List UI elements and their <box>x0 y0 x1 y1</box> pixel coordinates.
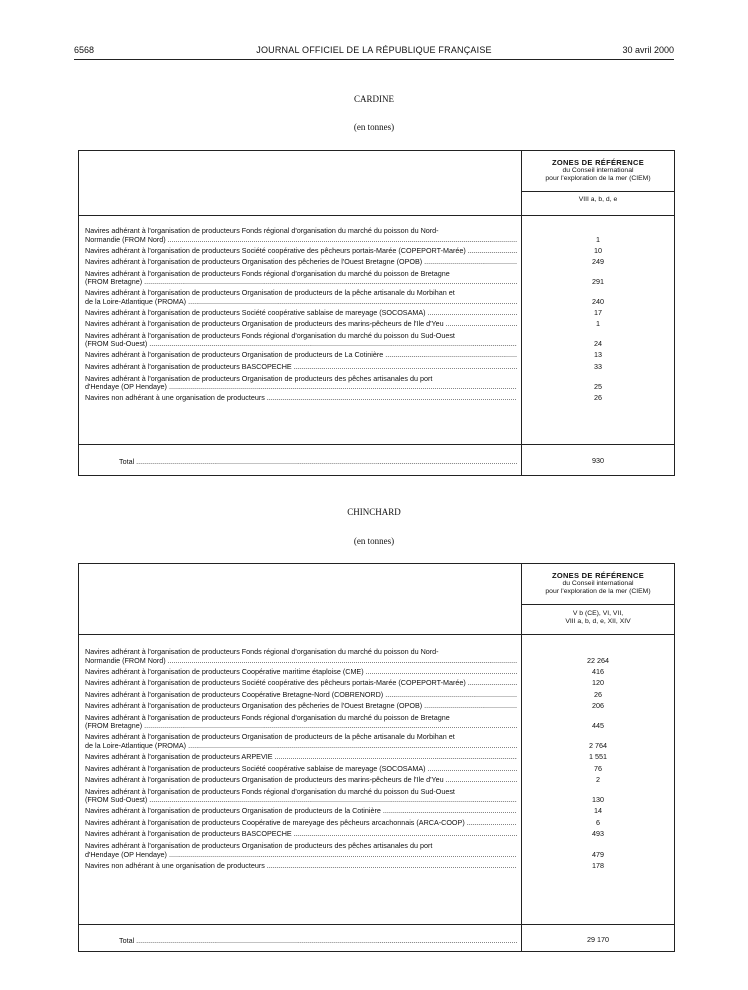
zone-header <box>522 159 674 183</box>
row-value: 479 <box>592 849 604 859</box>
table-row <box>85 270 517 287</box>
row-value: 493 <box>592 829 604 839</box>
table-row <box>85 691 517 700</box>
page-header <box>74 43 674 60</box>
row-value: 26 <box>594 393 602 403</box>
row-label: Navires adhérant à l'organisation de producteurs Organisation de producteurs de la Cotinière ..... <box>85 807 517 816</box>
zone-header-line1: ZONES DE RÉFÉRENCE <box>551 158 645 167</box>
row-value: 1 <box>596 319 600 329</box>
row-label <box>85 375 517 392</box>
total-label: Total ..... <box>119 457 517 466</box>
zone-header-line3: pour l'exploration de la mer (CIEM) <box>545 588 651 595</box>
row-label <box>85 332 517 349</box>
row-value: 13 <box>594 350 602 360</box>
total-value: 29 170 <box>587 935 609 944</box>
row-label: Navires adhérant à l'organisation de producteurs Organisation de producteurs des marins-pêcheurs de l'Ile d'Yeu ..... <box>85 776 517 785</box>
row-label: Navires adhérant à l'organisation de producteurs Organisation de producteurs des marins-pêcheurs de l'Ile d'Yeu ..... <box>85 320 517 329</box>
table-row <box>85 309 517 318</box>
row-label-line2: Normandie (FROM Nord) ..... <box>85 656 517 665</box>
row-value: 249 <box>592 257 604 267</box>
row-label-line2: d'Hendaye (OP Hendaye) ..... <box>85 850 517 859</box>
row-label-line1: Navires adhérant à l'organisation de producteurs Organisation de producteurs de la pêche artisanale du Morbihan et <box>85 733 455 742</box>
row-value: 120 <box>592 678 604 688</box>
table-row <box>85 842 517 859</box>
table-row <box>85 819 517 828</box>
row-value: 25 <box>594 382 602 392</box>
table-title: CARDINE <box>354 94 394 104</box>
row-value: 445 <box>592 721 604 731</box>
table-row <box>85 227 517 244</box>
table-row <box>85 733 517 750</box>
row-label: Navires adhérant à l'organisation de producteurs ARPEVIE ..... <box>85 753 517 762</box>
table-row <box>85 765 517 774</box>
page-number: 6568 <box>74 45 95 55</box>
row-value: 240 <box>592 296 604 306</box>
row-label: Navires adhérant à l'organisation de producteurs Organisation de producteurs de La Cotinière ..... <box>85 351 517 360</box>
row-label: Navires adhérant à l'organisation de producteurs BASCOPECHE ..... <box>85 830 517 839</box>
row-label <box>85 270 517 287</box>
row-label: Navires adhérant à l'organisation de producteurs BASCOPECHE ..... <box>85 363 517 372</box>
row-label <box>85 842 517 859</box>
zone-area-line: V b (CE), VI, VII, <box>572 610 624 617</box>
table-row <box>85 375 517 392</box>
row-label: Navires adhérant à l'organisation de producteurs Société coopérative sablaise de mareyage (SOCOSAMA) ..... <box>85 765 517 774</box>
row-divider <box>79 444 674 445</box>
row-label-line2: d'Hendaye (OP Hendaye) ..... <box>85 382 517 391</box>
row-label-line2: (FROM Sud-Ouest) ..... <box>85 339 517 348</box>
zone-header <box>522 572 674 596</box>
row-label <box>85 227 517 244</box>
table-unit: (en tonnes) <box>353 536 395 546</box>
zone-header-line2: du Conseil international <box>562 580 634 587</box>
row-label: Navires adhérant à l'organisation de producteurs Coopérative maritime étaploise (CME) ..... <box>85 668 517 677</box>
row-label-line2: (FROM Bretagne) ..... <box>85 277 517 286</box>
row-label <box>85 714 517 731</box>
row-label-line1: Navires adhérant à l'organisation de producteurs Fonds régional d'organisation du marché du poisson de Bretagne <box>85 269 450 278</box>
row-label: Navires adhérant à l'organisation de producteurs Société coopérative des pêcheurs portais-Marée (COPEPORT-Marée) ..... <box>85 247 517 256</box>
table-row <box>85 679 517 688</box>
row-value: 206 <box>592 701 604 711</box>
row-value: 10 <box>594 245 602 255</box>
table-row <box>85 830 517 839</box>
zone-header-line2: du Conseil international <box>562 167 634 174</box>
table-row <box>85 320 517 329</box>
row-label-line1: Navires adhérant à l'organisation de producteurs Organisation de producteurs de la pêche artisanale du Morbihan et <box>85 289 455 298</box>
row-label-line1: Navires adhérant à l'organisation de producteurs Fonds régional d'organisation du marché du poisson du Nord- <box>85 648 439 656</box>
row-value: 130 <box>592 795 604 805</box>
table-row <box>85 394 517 403</box>
quota-table-cardine <box>78 150 675 476</box>
row-divider <box>521 191 674 192</box>
row-label-line1: Navires adhérant à l'organisation de producteurs Fonds régional d'organisation du marché du poisson du Sud-Ouest <box>85 787 455 796</box>
row-label-line2: (FROM Sud-Ouest) ..... <box>85 795 517 804</box>
row-divider <box>521 604 674 605</box>
table-row <box>85 363 517 372</box>
row-value: 17 <box>594 307 602 317</box>
row-value: 24 <box>594 339 602 349</box>
row-value: 22 264 <box>587 655 609 665</box>
zone-header-line3: pour l'exploration de la mer (CIEM) <box>545 175 651 182</box>
row-label-line2: (FROM Bretagne) ..... <box>85 721 517 730</box>
table-row <box>85 702 517 711</box>
total-label: Total ..... <box>119 936 517 945</box>
total-value: 930 <box>592 456 604 465</box>
row-value: 26 <box>594 689 602 699</box>
row-label <box>85 648 517 665</box>
table-row <box>85 247 517 256</box>
row-label: Navires adhérant à l'organisation de producteurs Société coopérative sablaise de mareyage (SOCOSAMA) ..... <box>85 309 517 318</box>
zone-area-line: VIII a, b, d, e, XII, XIV <box>565 618 631 625</box>
row-label: Navires non adhérant à une organisation de producteurs ..... <box>85 394 517 403</box>
row-label-line2: de la Loire-Atlantique (PROMA) ..... <box>85 741 517 750</box>
row-label-line1: Navires adhérant à l'organisation de producteurs Fonds régional d'organisation du marché du poisson du Nord- <box>85 227 439 235</box>
table-row <box>85 753 517 762</box>
table-row <box>85 714 517 731</box>
row-value: 1 <box>596 234 600 244</box>
publication-date: 30 avril 2000 <box>622 45 674 55</box>
row-label-line1: Navires adhérant à l'organisation de producteurs Fonds régional d'organisation du marché du poisson de Bretagne <box>85 713 450 722</box>
journal-title: JOURNAL OFFICIEL DE LA RÉPUBLIQUE FRANÇAISE <box>256 45 492 55</box>
row-value: 178 <box>592 860 604 870</box>
table-row <box>85 258 517 267</box>
row-label <box>85 788 517 805</box>
row-label-line2: de la Loire-Atlantique (PROMA) ..... <box>85 297 517 306</box>
row-label: Navires adhérant à l'organisation de producteurs Coopérative de mareyage des pêcheurs arcachonnais (ARCA-COOP) ..... <box>85 819 517 828</box>
zone-area-codes <box>522 196 674 204</box>
row-label-line1: Navires adhérant à l'organisation de producteurs Organisation de producteurs des pêches artisanales du port <box>85 842 433 850</box>
row-label-line1: Navires adhérant à l'organisation de producteurs Organisation de producteurs des pêches artisanales du port <box>85 374 433 383</box>
row-label <box>85 733 517 750</box>
row-label-line1: Navires adhérant à l'organisation de producteurs Fonds régional d'organisation du marché du poisson du Sud-Ouest <box>85 331 455 340</box>
table-row <box>85 332 517 349</box>
row-value: 416 <box>592 666 604 676</box>
table-row <box>85 807 517 816</box>
row-label: Navires adhérant à l'organisation de producteurs Coopérative Bretagne-Nord (COBRENORD) ..... <box>85 691 517 700</box>
zone-area-line: VIII a, b, d, e <box>578 196 618 203</box>
quota-table-chinchard <box>78 563 675 952</box>
row-label: Navires adhérant à l'organisation de producteurs Société coopérative des pêcheurs portais-Marée (COPEPORT-Marée) ..... <box>85 679 517 688</box>
row-value: 2 <box>596 775 600 785</box>
table-row <box>85 351 517 360</box>
table-row <box>85 668 517 677</box>
row-divider <box>79 634 674 635</box>
row-value: 2 764 <box>589 740 607 750</box>
row-label: Navires adhérant à l'organisation de producteurs Organisation des pêcheries de l'Ouest Bretagne (OPOB) ..... <box>85 702 517 711</box>
table-row <box>85 648 517 665</box>
zone-header-line1: ZONES DE RÉFÉRENCE <box>551 571 645 580</box>
row-value: 33 <box>594 362 602 371</box>
zone-area-codes <box>522 610 674 626</box>
table-row <box>85 289 517 306</box>
row-divider <box>79 215 674 216</box>
table-row <box>85 788 517 805</box>
row-label: Navires non adhérant à une organisation de producteurs ..... <box>85 862 517 871</box>
table-unit: (en tonnes) <box>353 122 395 132</box>
row-value: 1 551 <box>589 751 607 761</box>
row-value: 291 <box>592 277 604 287</box>
table-title: CHINCHARD <box>347 507 401 517</box>
row-label: Navires adhérant à l'organisation de producteurs Organisation des pêcheries de l'Ouest Bretagne (OPOB) ..... <box>85 258 517 267</box>
row-value: 6 <box>596 817 600 827</box>
table-row <box>85 862 517 871</box>
row-label <box>85 289 517 306</box>
row-label-line2: Normandie (FROM Nord) ..... <box>85 235 517 244</box>
table-row <box>85 776 517 785</box>
row-value: 14 <box>594 806 602 816</box>
row-divider <box>79 924 674 925</box>
row-value: 76 <box>594 763 602 773</box>
